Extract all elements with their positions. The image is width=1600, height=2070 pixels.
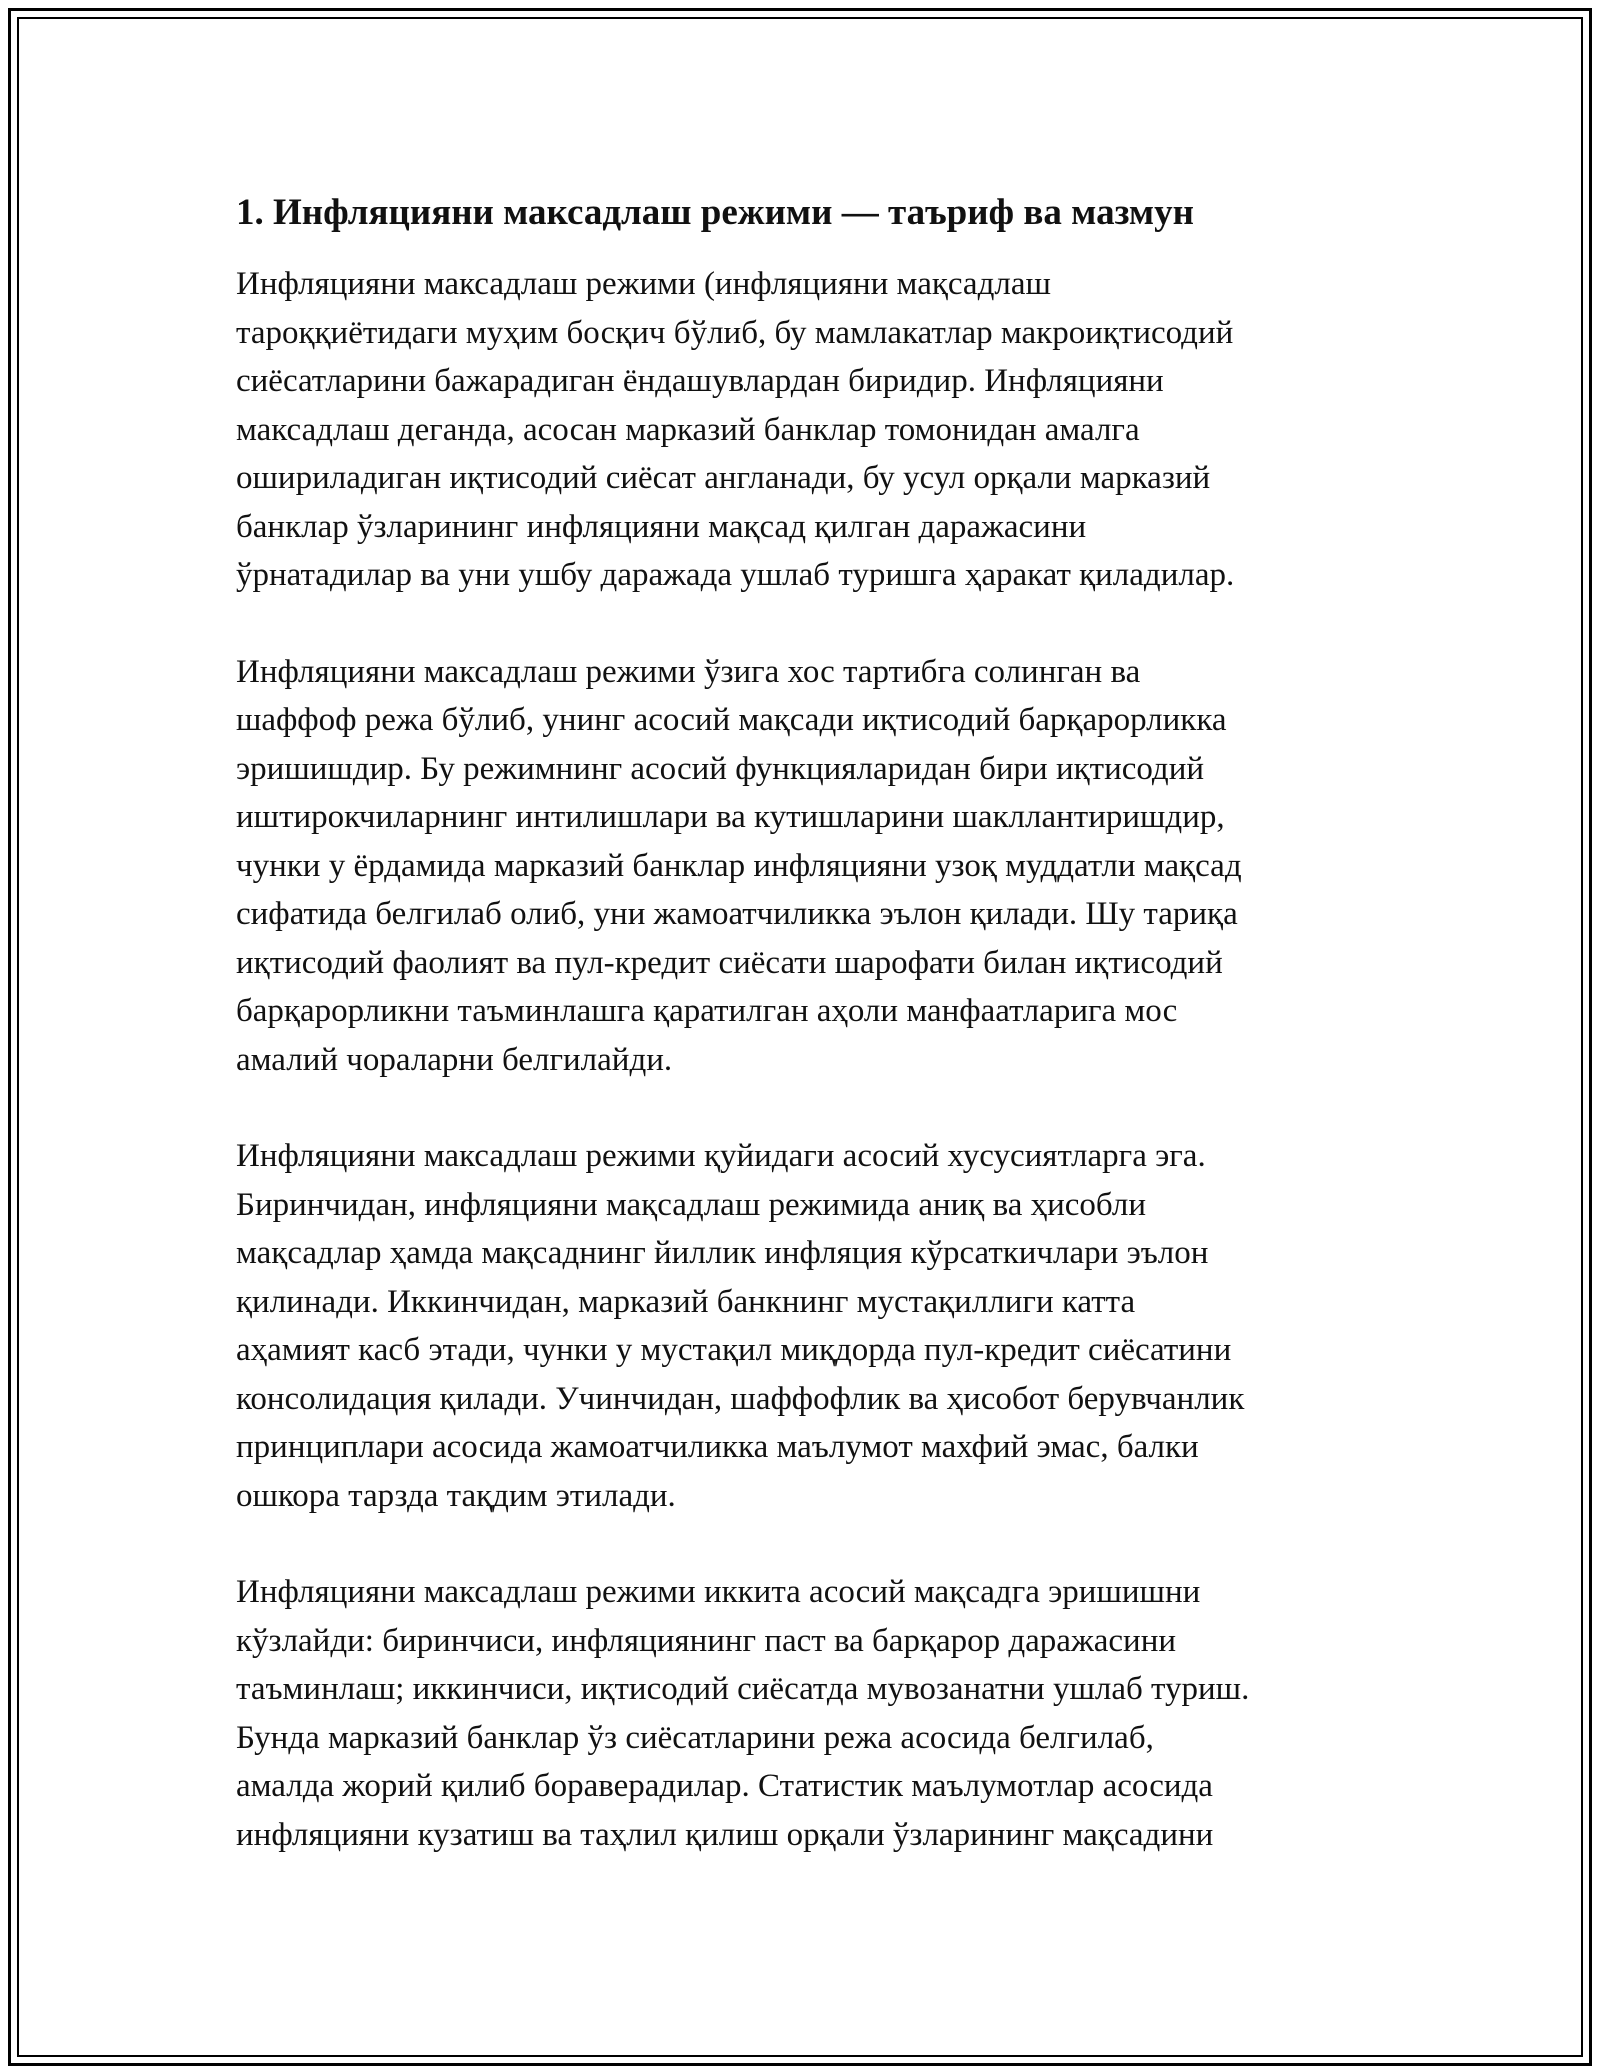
text-line: амалда жорий қилиб бораверадилар. Статистик маълумотлар асосида	[236, 1768, 1213, 1804]
text-line: максадлаш деганда, асосан марказий банклар томонидан амалга	[236, 411, 1140, 448]
text-line: кўзлайди: биринчиси, инфляциянинг паст ва барқарор даражасини	[236, 1622, 1177, 1659]
text-line: ошкора тарзда тақдим этилади.	[236, 1477, 676, 1514]
text-line: принциплари асосида жамоатчиликка маълумот махфий эмас, балки	[236, 1429, 1199, 1465]
text-line: Биринчидан, инфляцияни мақсадлаш режимида аниқ ва ҳисобли	[236, 1186, 1147, 1223]
text-line: иштирокчиларнинг интилишлари ва кутишларини шакллантиришдир,	[236, 799, 1225, 835]
text-line: ошириладиган иқтисодий сиёсат англанади, бу усул орқали марказий	[236, 460, 1211, 496]
text-line: Инфляцияни максадлаш режими қуйидаги асосий хусусиятларга эга.	[236, 1138, 1206, 1174]
text-line: таъминлаш; иккинчиси, иқтисодий сиёсатда мувозанатни ушлаб туриш.	[236, 1671, 1250, 1707]
text-line: амалий чораларни белгилайди.	[236, 1041, 673, 1078]
paragraph-2	[236, 648, 1376, 1085]
text-line: консолидация қилади. Учинчидан, шаффофлик ва ҳисобот берувчанлик	[236, 1380, 1245, 1417]
text-line: мақсадлар ҳамда мақсаднинг йиллик инфляция кўрсаткичлари эълон	[236, 1235, 1209, 1271]
section-heading: 1. Инфляцияни максадлаш режими — таъриф ва мазмун	[236, 192, 1194, 233]
text-line: эришишдир. Бу режимнинг асосий функцияларидан бири иқтисодий	[236, 750, 1205, 787]
text-line: чунки у ёрдамида марказий банклар инфляцияни узоқ муддатли мақсад	[236, 847, 1242, 884]
text-line: Инфляцияни максадлаш режими ўзига хос тартибга солинган ва	[236, 653, 1141, 690]
paragraph-3	[236, 1132, 1376, 1520]
text-line: тароққиётидаги муҳим босқич бўлиб, бу мамлакатлар макроиқтисодий	[236, 314, 1234, 351]
text-line: сифатида белгилаб олиб, уни жамоатчиликка эълон қилади. Шу тариқа	[236, 896, 1238, 932]
document-body	[236, 188, 1376, 1907]
text-line: банклар ўзларининг инфляцияни мақсад қилган даражасини	[236, 508, 1087, 545]
text-line: барқарорликни таъминлашга қаратилган аҳоли манфаатларига мос	[236, 993, 1178, 1029]
paragraph-4	[236, 1568, 1376, 1859]
paragraph-1	[236, 260, 1376, 600]
text-line: Инфляцияни максадлаш режими (инфляцияни мақсадлаш	[236, 266, 1051, 302]
text-line: иқтисодий фаолият ва пул-кредит сиёсати шарофати билан иқтисодий	[236, 944, 1223, 981]
text-line: қилинади. Иккинчидан, марказий банкнинг мустақиллиги катта	[236, 1283, 1136, 1320]
text-line: сиёсатларини бажарадиган ёндашувлардан биридир. Инфляцияни	[236, 363, 1164, 399]
text-line: ўрнатадилар ва уни ушбу даражада ушлаб туришга ҳаракат қиладилар.	[236, 557, 1235, 593]
text-line: Инфляцияни максадлаш режими иккита асосий мақсадга эришишни	[236, 1574, 1201, 1610]
text-line: аҳамият касб этади, чунки у мустақил миқдорда пул-кредит сиёсатини	[236, 1332, 1232, 1368]
paragraphs-container	[236, 260, 1376, 1859]
text-line: шаффоф режа бўлиб, унинг асосий мақсади иқтисодий барқарорликка	[236, 702, 1227, 738]
text-line: Бунда марказий банклар ўз сиёсатларини режа асосида белгилаб,	[236, 1719, 1154, 1756]
text-line: инфляцияни кузатиш ва таҳлил қилиш орқали ўзларининг мақсадини	[236, 1816, 1214, 1853]
